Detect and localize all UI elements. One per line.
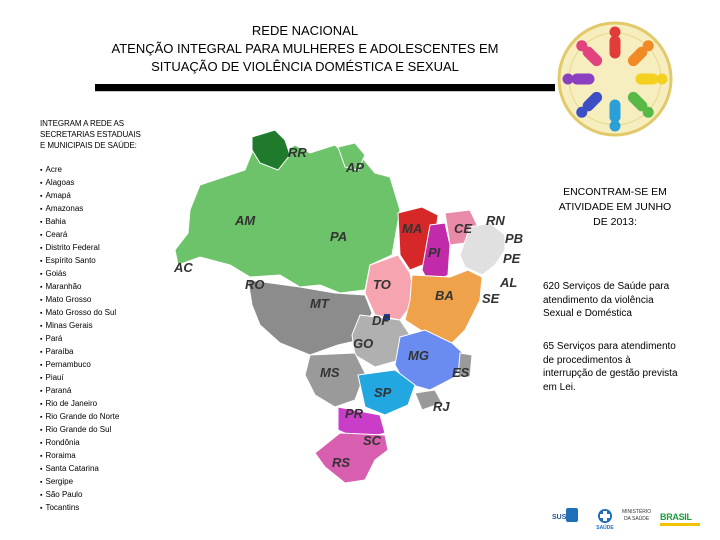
label-pa: PA [330,229,348,244]
state-list-item: ▪ Ceará [40,229,119,242]
logo-person-head [657,74,668,85]
label-pi: PI [428,245,441,260]
state-list-item: ▪ Pará [40,333,119,346]
state-list-item: ▪ Espírito Santo [40,255,119,268]
activity-heading-line-3: DE 2013: [593,216,637,228]
label-to: TO [373,277,391,292]
logo-person-head [563,74,574,85]
label-pr: PR [345,406,364,421]
state-list-item: ▪ Tocantins [40,502,119,515]
logo-person-body [588,97,596,105]
state-list-item: ▪ Minas Gerais [40,320,119,333]
label-es: ES [452,365,470,380]
state-list-item: ▪ Paraíba [40,346,119,359]
network-intro [40,118,160,151]
region-mato-grosso-sul [305,353,365,407]
logo-person-body [633,97,641,105]
network-logo [556,20,674,138]
activity-heading-line-1: ENCONTRAM-SE EM [563,186,667,198]
state-list-item: ▪ São Paulo [40,489,119,502]
label-pb: PB [505,231,524,246]
state-list-item: ▪ Santa Catarina [40,463,119,476]
state-list-item: ▪ Sergipe [40,476,119,489]
intro-line-3: E MUNICIPAIS DE SAÚDE: [40,141,137,150]
health-services-text: 620 Serviços de Saúde para atendimento da violência Sexual e Doméstica [543,281,670,319]
ministry-line-1: MINISTÉRIO [622,509,652,515]
state-list-item: ▪ Mato Grosso do Sul [40,307,119,320]
brasil-bar [660,523,700,526]
logo-person-head [643,40,654,51]
label-sc: SC [363,433,382,448]
state-list-item: ▪ Maranhão [40,281,119,294]
label-rn: RN [486,213,505,228]
abortion-services-text: 65 Serviços para atendimento de procedimentos à interrupção de gestão prevista em Lei. [543,341,678,393]
intro-line-1: INTEGRAM A REDE AS [40,119,125,128]
state-list-item: ▪ Mato Grosso [40,294,119,307]
logo-person-head [610,27,621,38]
state-list [40,164,119,515]
state-list-item: ▪ Rio de Janeiro [40,398,119,411]
logo-person-head [643,107,654,118]
label-se: SE [482,291,500,306]
saude-label: SAÚDE [596,525,614,530]
state-list-item: ▪ Alagoas [40,177,119,190]
label-al: AL [500,275,518,290]
label-rs: RS [332,455,351,470]
label-ap: AP [346,160,365,175]
intro-line-2: SECRETARIAS ESTADUAIS [40,130,141,139]
label-rr: RR [288,145,307,160]
label-am: AM [235,213,256,228]
logo-person-body [588,52,596,60]
state-list-item: ▪ Goiás [40,268,119,281]
ministry-label [622,509,651,523]
title-line-2: ATENÇÃO INTEGRAL PARA MULHERES E ADOLESCENTES EM [111,41,499,56]
logo-person-head [576,107,587,118]
logo-person-head [610,121,621,132]
label-mt: MT [310,296,329,311]
sus-cross-icon [566,508,578,522]
label-ce: CE [454,221,473,236]
saude-logo [592,508,618,530]
page-title [90,22,520,76]
title-line-1: REDE NACIONAL [251,23,359,38]
activity-heading-line-2: ATIVIDADE EM JUNHO [558,201,672,213]
label-rj: RJ [433,399,450,414]
state-list-item: ▪ Amazonas [40,203,119,216]
state-list-item: ▪ Pernambuco [40,359,119,372]
label-go: GO [353,336,374,351]
title-line-3: SITUAÇÃO DE VIOLÊNCIA DOMÉSTICA E SEXUAL [151,59,459,74]
state-list-item: ▪ Amapá [40,190,119,203]
label-ac: AC [174,260,193,275]
footer-logos [548,500,703,532]
logo-person-body [633,52,641,60]
label-ba: BA [435,288,454,303]
activity-heading [545,185,685,230]
label-ma: MA [402,221,423,236]
state-list-item: ▪ Distrito Federal [40,242,119,255]
state-list-item: ▪ Rio Grande do Norte [40,411,119,424]
logo-person-head [576,40,587,51]
state-list-item: ▪ Rondônia [40,437,119,450]
label-pe: PE [503,251,521,266]
state-list-item: ▪ Acre [40,164,119,177]
state-list-item: ▪ Rio Grande do Sul [40,424,119,437]
region-north [175,145,400,293]
label-mg: MG [408,348,429,363]
sus-logo: SUS [552,514,567,521]
brazil-map [160,115,530,485]
state-list-item: ▪ Piauí [40,372,119,385]
title-divider [95,84,555,91]
label-sp: SP [374,385,392,400]
title-divider-shadow [95,91,555,92]
label-ro: RO [245,277,265,292]
brasil-logo: BRASIL [660,512,692,522]
label-df: DF [372,313,390,328]
state-list-item: ▪ Paraná [40,385,119,398]
state-list-item: ▪ Roraima [40,450,119,463]
ministry-line-2: DA SAÚDE [623,516,650,522]
state-list-item: ▪ Bahia [40,216,119,229]
label-ms: MS [320,365,340,380]
